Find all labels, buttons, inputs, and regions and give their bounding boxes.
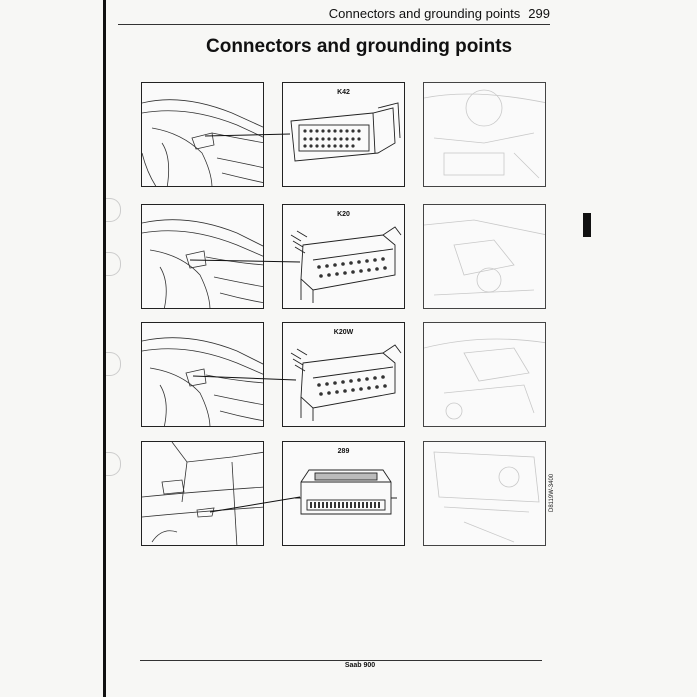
faded-door-drawing (424, 442, 546, 546)
control-unit-289-drawing (283, 442, 405, 546)
punch-hole (106, 252, 121, 276)
connector-k20w-drawing (283, 323, 405, 427)
punch-hole (106, 198, 121, 222)
faded-photo-panel (423, 204, 546, 309)
faded-interior-drawing (424, 83, 546, 187)
footer-rule (140, 660, 542, 661)
faded-photo-panel (423, 441, 546, 546)
running-header (300, 6, 550, 21)
vehicle-location-panel (141, 82, 264, 187)
faded-photo-panel (423, 82, 546, 187)
car-rear-drawing (142, 83, 264, 187)
car-door-drawing (142, 442, 264, 546)
faded-interior-drawing (424, 323, 546, 427)
car-rear-drawing (142, 205, 264, 309)
vehicle-location-panel (141, 441, 264, 546)
connector-k20-drawing (283, 205, 405, 309)
connector-label: K42 (337, 89, 350, 96)
section-tab (583, 213, 591, 237)
faded-photo-panel (423, 322, 546, 427)
connector-panel (282, 322, 405, 427)
connector-panel (282, 441, 405, 546)
connector-panel (282, 82, 405, 187)
page-number: 299 (528, 6, 550, 21)
header-section: Connectors and grounding points (328, 6, 521, 21)
page-title: Connectors and grounding points (206, 36, 513, 57)
connector-k42-drawing (283, 83, 405, 187)
punch-hole (106, 352, 121, 376)
vehicle-location-panel (141, 204, 264, 309)
connector-label: K20 (337, 211, 350, 218)
car-rear-drawing (142, 323, 264, 427)
footer-model: Saab 900 (344, 662, 376, 669)
vehicle-location-panel (141, 322, 264, 427)
connector-label: 289 (337, 448, 350, 455)
connector-label: K20W (333, 329, 354, 336)
faded-interior-drawing (424, 205, 546, 309)
connector-panel (282, 204, 405, 309)
binding-edge (103, 0, 106, 697)
header-rule (118, 24, 550, 25)
figure-code: D8119W-3400 (549, 473, 555, 512)
punch-hole (106, 452, 121, 476)
